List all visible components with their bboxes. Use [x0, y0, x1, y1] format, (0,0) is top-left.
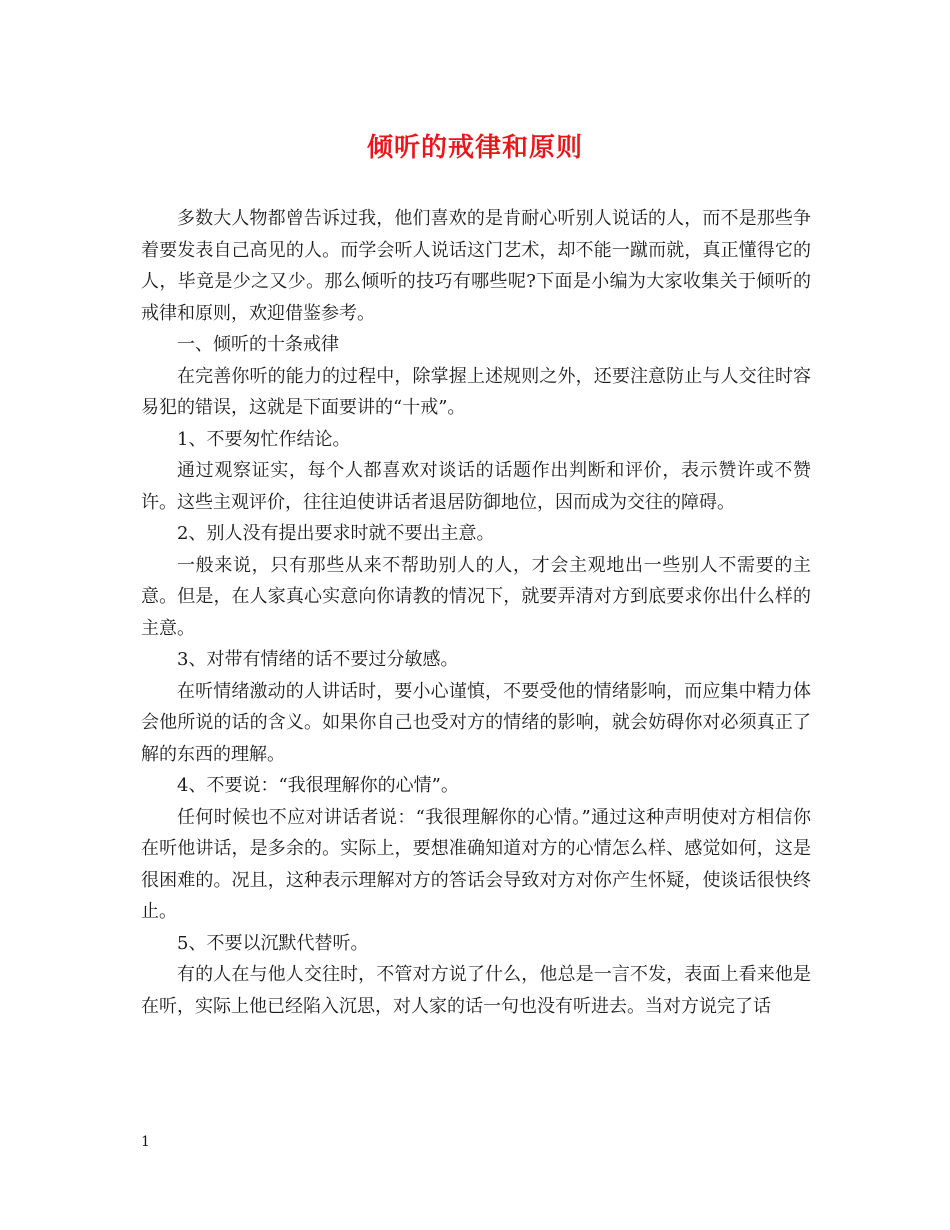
paragraph: 在完善你听的能力的过程中，除掌握上述规则之外，还要注意防止与人交往时容易犯的错误，这就是下面要讲的“十戒”。 — [141, 365, 811, 418]
paragraph: 在听情绪激动的人讲话时，要小心谨慎，不要受他的情绪影响，而应集中精力体会他所说的话的含义。如果你自己也受对方的情绪的影响，就会妨碍你对必须真正了解的东西的理解。 — [141, 680, 811, 765]
document-body — [141, 203, 811, 1022]
paragraph: 有的人在与他人交往时，不管对方说了什么，他总是一言不发，表面上看来他是在听，实际上他已经陷入沉思，对人家的话一句也没有听进去。当对方说完了话 — [141, 964, 811, 1017]
rule-heading-3: 3、对带有情绪的话不要过分敏感。 — [177, 649, 459, 670]
rule-heading-5: 5、不要以沉默代替听。 — [177, 932, 369, 954]
page-number: 1 — [141, 1134, 150, 1150]
paragraph: 一般来说，只有那些从来不帮助别人的人，才会主观地出一些别人不需要的主意。但是，在人家真心实意向你请教的情况下，就要弄清对方到底要求你出什么样的主意。 — [141, 554, 811, 639]
rule-heading-2: 2、别人没有提出要求时就不要出主意。 — [177, 523, 495, 544]
page-title: 倾听的戒律和原则 — [366, 133, 583, 163]
paragraph-intro: 多数大人物都曾告诉过我，他们喜欢的是肯耐心听别人说话的人，而不是那些争着要发表自己高见的人。而学会听人说话这门艺术，却不能一蹴而就，真正懂得它的人，毕竟是少之又少。那么倾听的技巧有哪些呢?下面是小编为大家收集关于倾听的戒律和原则，欢迎借鉴参考。 — [141, 208, 811, 324]
rule-heading-4: 4、不要说：“我很理解你的心情”。 — [177, 775, 459, 796]
paragraph: 任何时候也不应对讲话者说：“我很理解你的心情。”通过这种声明使对方相信你在听他讲话，是多余的。实际上，要想准确知道对方的心情怎么样、感觉如何，这是很困难的。况且，这种表示理解对方的答话会导致对方对你产生怀疑，使谈话很快终止。 — [141, 806, 811, 922]
rule-heading-1: 1、不要匆忙作结论。 — [177, 428, 351, 450]
section-heading: 一、倾听的十条戒律 — [177, 334, 339, 355]
paragraph: 通过观察证实，每个人都喜欢对谈话的话题作出判断和评价，表示赞许或不赞许。这些主观评价，往往迫使讲话者退居防御地位，因而成为交往的障碍。 — [141, 460, 811, 513]
